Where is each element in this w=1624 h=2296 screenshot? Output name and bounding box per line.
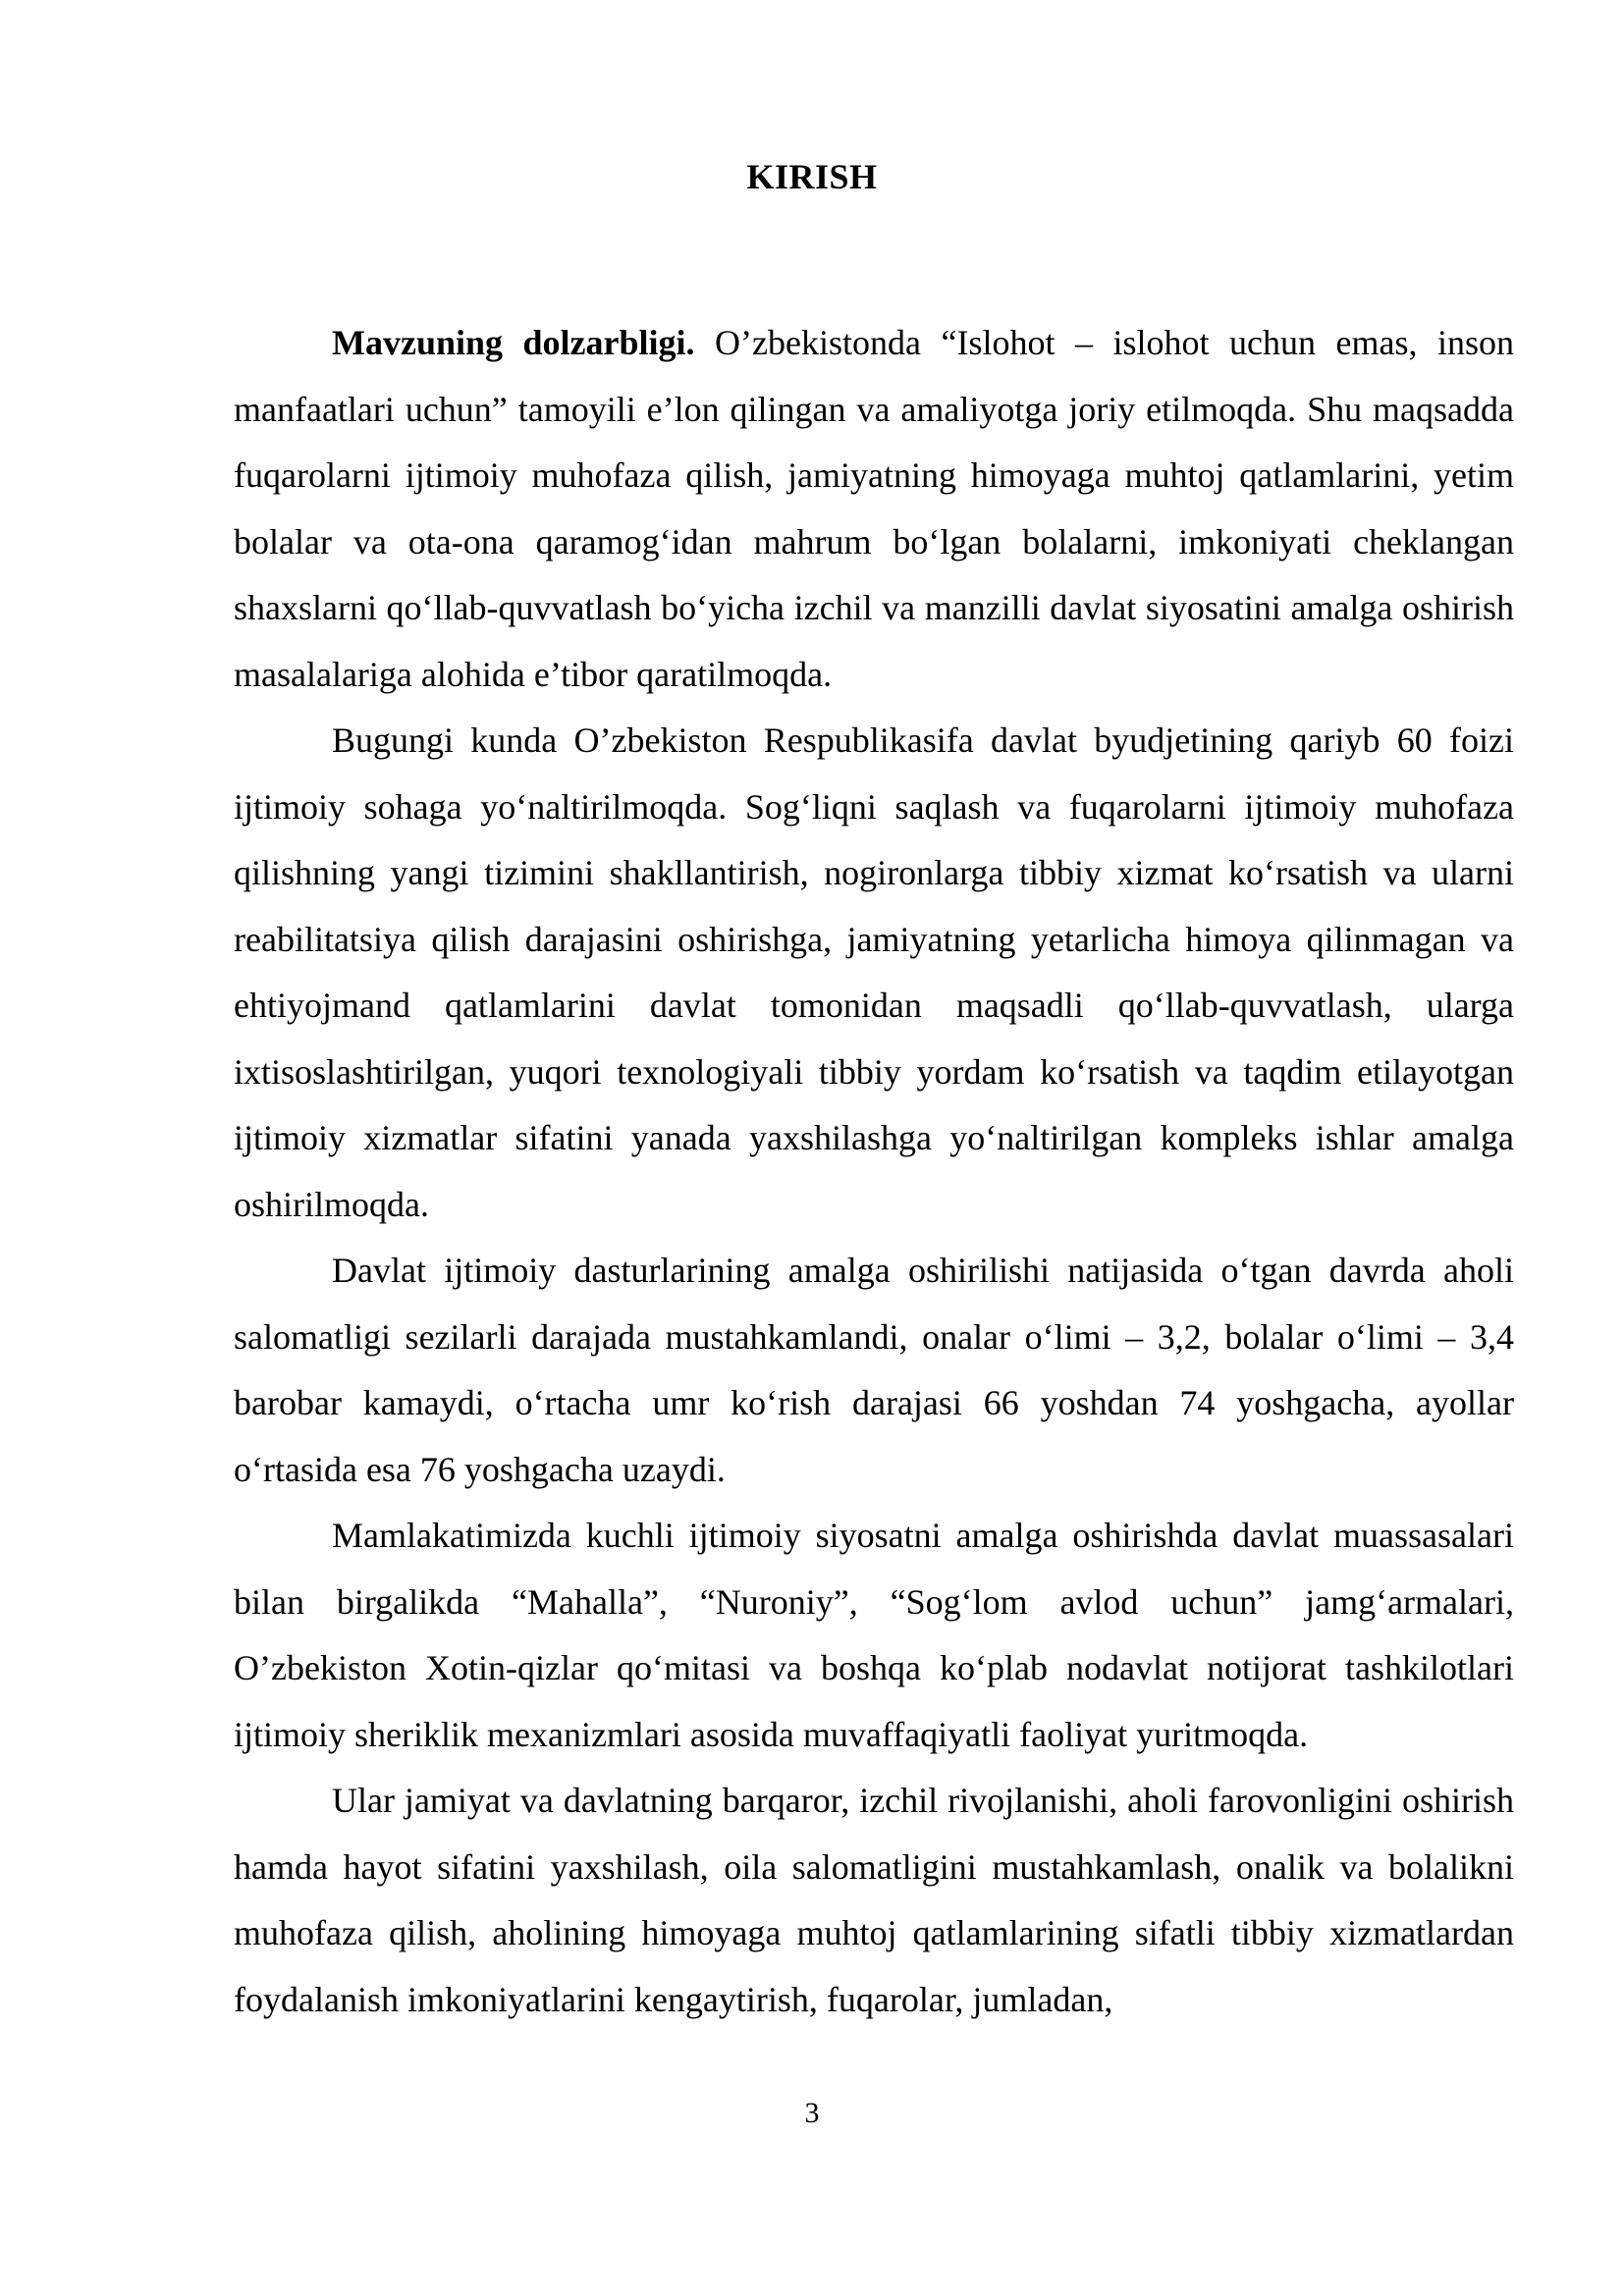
page-number: 3 [804, 2097, 820, 2129]
paragraph-text: Mamlakatimizda kuchli ijtimoiy siyosatni amalga oshirishda davlat muassasalari bilan birgalikda “Mahalla”, “Nuroniy”, “Sog‘lom avlod uchun” jamg‘armalari, O’zbekiston Xotin-qizlar qo‘mitasi va boshqa ko‘plab nodavlat notijorat tashkilotlari ijtimoiy sheriklik mexanizmlari asosida muvaffaqiyatli faoliyat yuritmoqda. [234, 1516, 1514, 1754]
paragraph-budget [234, 708, 1514, 1238]
section-heading: KIRISH [746, 157, 878, 196]
paragraph-text: O’zbekistonda “Islohot – islohot uchun emas, inson manfaatlari uchun” tamoyili e’lon qilingan va amaliyotga joriy etilmoqda. Shu maqsadda fuqarolarni ijtimoiy muhofaza qilish, jamiyatning himoyaga muhtoj qatlamlarini, yetim bolalar va ota-ona qaramog‘idan mahrum bo‘lgan bolalarni, imkoniyati cheklangan shaxslarni qo‘llab-quvvatlash bo‘yicha izchil va manzilli davlat siyosatini amalga oshirish masalalariga alohida e’tibor qaratilmoqda. [234, 323, 1515, 694]
body-text [234, 310, 1514, 2033]
paragraph-text: Ular jamiyat va davlatning barqaror, izchil rivojlanishi, aholi farovonligini oshirish hamda hayot sifatini yaxshilash, oila salomatligini mustahkamlash, onalik va bolalikni muhofaza qilish, aholining himoyaga muhtoj qatlamlarining sifatli tibbiy xizmatlardan foydalanish imkoniyatlarini kengaytirish, fuqarolar, jumladan, [234, 1781, 1514, 2019]
paragraph-organizations [234, 1503, 1514, 1768]
paragraph-development [234, 1768, 1514, 2033]
paragraph-text: Bugungi kunda O’zbekiston Respublikasifa davlat byudjetining qariyb 60 foizi ijtimoiy sohaga yo‘naltirilmoqda. Sog‘liqni saqlash va fuqarolarni ijtimoiy muhofaza qilishning yangi tizimini shakllantirish, nogironlarga tibbiy xizmat ko‘rsatish va ularni reabilitatsiya qilish darajasini oshirishga, jamiyatning yetarlicha himoya qilinmagan va ehtiyojmand qatlamlarini davlat tomonidan maqsadli qo‘llab-quvvatlash, ularga ixtisoslashtirilgan, yuqori texnologiyali tibbiy yordam ko‘rsatish va taqdim etilayotgan ijtimoiy xizmatlar sifatini yanada yaxshilashga yo‘naltirilgan kompleks ishlar amalga oshirilmoqda. [234, 721, 1514, 1224]
paragraph-text: Davlat ijtimoiy dasturlarining amalga oshirilishi natijasida o‘tgan davrda aholi salomatligi sezilarli darajada mustahkamlandi, onalar o‘limi – 3,2, bolalar o‘limi – 3,4 barobar kamaydi, o‘rtacha umr ko‘rish darajasi 66 yoshdan 74 yoshgacha, ayollar o‘rtasida esa 76 yoshgacha uzaydi. [234, 1251, 1514, 1489]
paragraph-relevance [234, 310, 1514, 708]
paragraph-lead: Mavzuning dolzarbligi. [332, 323, 695, 362]
paragraph-health-results [234, 1238, 1514, 1503]
